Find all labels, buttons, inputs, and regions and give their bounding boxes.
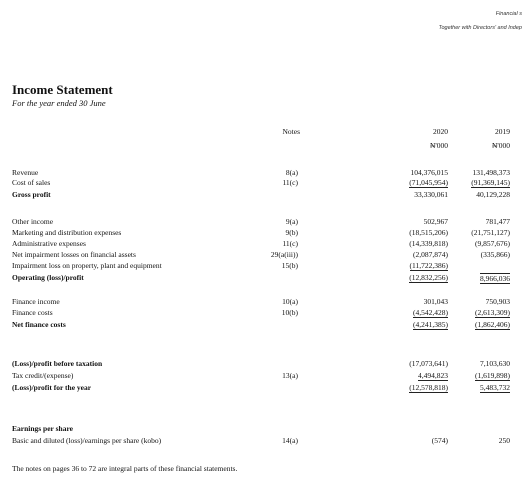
value-2020: (4,241,385) bbox=[413, 320, 448, 329]
row-label: Net finance costs bbox=[12, 320, 66, 329]
row-label: Net impairment losses on financial assets bbox=[12, 250, 136, 259]
value-2020: (17,073,641) bbox=[409, 359, 448, 368]
page-subtitle: For the year ended 30 June bbox=[12, 98, 106, 108]
value-2019: 40,129,228 bbox=[476, 190, 510, 199]
statement-row-cost-of-sales bbox=[0, 178, 526, 188]
row-note: 9(b) bbox=[285, 228, 298, 237]
row-label: Other income bbox=[12, 217, 54, 226]
value-2020: 502,967 bbox=[423, 217, 448, 226]
row-label: Tax credit/(expense) bbox=[12, 371, 74, 380]
footnote: The notes on pages 36 to 72 are integral parts of these financial statements. bbox=[12, 464, 238, 473]
row-label: (Loss)/profit before taxation bbox=[12, 359, 103, 368]
value-2019: (335,866) bbox=[480, 250, 510, 259]
year-2020-column-header: 2020 bbox=[433, 127, 448, 136]
value-2020: 4,494,823 bbox=[418, 371, 448, 380]
row-label: Cost of sales bbox=[12, 178, 51, 187]
row-label: Impairment loss on property, plant and equipment bbox=[12, 261, 162, 270]
statement-row-administrative-expenses bbox=[0, 239, 526, 249]
value-2019: 7,103,630 bbox=[480, 359, 510, 368]
value-2019: (21,751,127) bbox=[471, 228, 510, 237]
page-title: Income Statement bbox=[12, 82, 113, 97]
value-2019: (1,619,898) bbox=[475, 371, 510, 380]
statement-row-revenue bbox=[0, 168, 526, 178]
value-2019: 750,903 bbox=[485, 297, 510, 306]
value-2020: (574) bbox=[431, 436, 448, 445]
statement-row-marketing-expenses bbox=[0, 228, 526, 238]
value-2020: 104,376,015 bbox=[410, 168, 448, 177]
row-note: 9(a) bbox=[285, 217, 298, 226]
statement-row-gross-profit bbox=[0, 190, 526, 200]
row-note: 14(a) bbox=[282, 436, 298, 445]
row-label: Gross profit bbox=[12, 190, 51, 199]
row-note: 11(c) bbox=[282, 239, 298, 248]
statement-row-finance-income bbox=[0, 297, 526, 307]
statement-row-impairment-financial-assets bbox=[0, 250, 526, 260]
row-note: 29(a(iii)) bbox=[270, 250, 298, 259]
unit-2019-column-header: ₦'000 bbox=[491, 141, 510, 150]
value-2020: (4,542,428) bbox=[413, 308, 448, 317]
statement-row-operating-profit bbox=[0, 273, 526, 283]
year-2019-column-header: 2019 bbox=[495, 127, 510, 136]
value-2019: 250 bbox=[498, 436, 510, 445]
report-header-subtitle: Together with Directors' and Indep bbox=[438, 25, 522, 31]
statement-row-finance-costs bbox=[0, 308, 526, 318]
value-2019: 8,966,036 bbox=[480, 274, 510, 283]
row-label: (Loss)/profit for the year bbox=[12, 383, 92, 392]
value-2020: (12,578,818) bbox=[409, 383, 448, 392]
statement-row-profit-before-tax bbox=[0, 359, 526, 369]
value-2019: (91,369,145) bbox=[471, 178, 510, 187]
row-label: Basic and diluted (loss)/earnings per share (kobo) bbox=[12, 436, 162, 445]
value-2019: 5,483,732 bbox=[480, 383, 510, 392]
statement-row-profit-for-year bbox=[0, 383, 526, 393]
row-label: Earnings per share bbox=[12, 424, 73, 433]
value-2019: (9,857,676) bbox=[475, 239, 510, 248]
value-2019: 131,498,373 bbox=[472, 168, 510, 177]
value-2020: (2,087,874) bbox=[413, 250, 448, 259]
value-2019: (2,613,309) bbox=[475, 308, 510, 317]
row-label: Finance costs bbox=[12, 308, 53, 317]
report-header-title: Financial s bbox=[495, 11, 522, 17]
row-label: Administrative expenses bbox=[12, 239, 86, 248]
statement-row-eps-heading bbox=[0, 424, 526, 434]
value-2020: (12,832,256) bbox=[409, 273, 448, 282]
row-note: 15(b) bbox=[281, 261, 298, 270]
value-2020: 301,043 bbox=[423, 297, 448, 306]
row-note: 13(a) bbox=[282, 371, 298, 380]
row-label: Operating (loss)/profit bbox=[12, 273, 84, 282]
value-2019: 781,477 bbox=[485, 217, 510, 226]
notes-column-header: Notes bbox=[282, 127, 300, 136]
row-label: Marketing and distribution expenses bbox=[12, 228, 122, 237]
row-label: Revenue bbox=[12, 168, 39, 177]
value-2019: (1,862,406) bbox=[475, 320, 510, 329]
statement-row-other-income bbox=[0, 217, 526, 227]
statement-row-eps bbox=[0, 436, 526, 446]
value-2020: (71,045,954) bbox=[409, 178, 448, 187]
value-2020: 33,330,061 bbox=[414, 190, 448, 199]
value-2020: (18,515,206) bbox=[409, 228, 448, 237]
row-note: 8(a) bbox=[285, 168, 298, 177]
row-note: 10(a) bbox=[282, 297, 298, 306]
row-note: 10(b) bbox=[281, 308, 298, 317]
statement-row-impairment-ppe bbox=[0, 261, 526, 271]
unit-2020-column-header: ₦'000 bbox=[429, 141, 448, 150]
row-label: Finance income bbox=[12, 297, 60, 306]
value-2020: (14,339,818) bbox=[409, 239, 448, 248]
value-2020: (11,722,386) bbox=[409, 261, 448, 270]
statement-row-net-finance-costs bbox=[0, 320, 526, 330]
row-note: 11(c) bbox=[282, 178, 298, 187]
statement-row-tax bbox=[0, 371, 526, 381]
